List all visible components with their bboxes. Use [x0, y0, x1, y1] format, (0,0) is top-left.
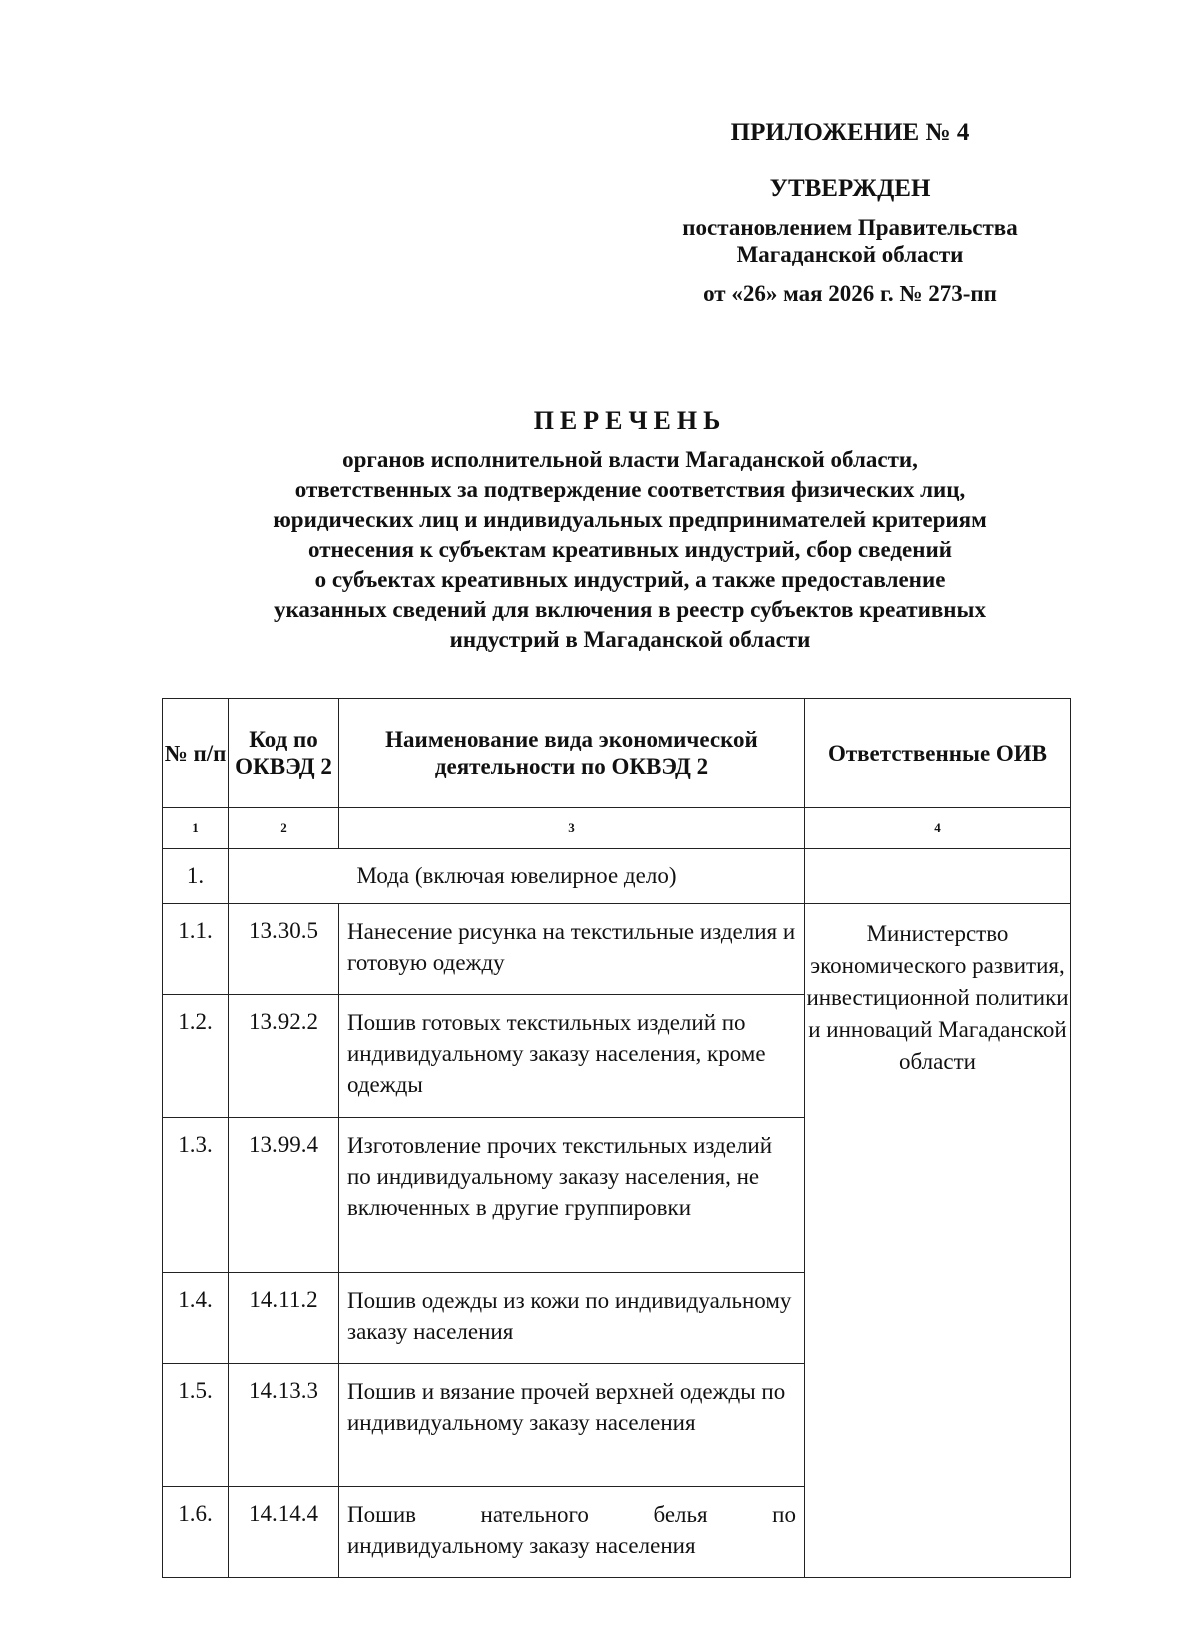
row-num: 1.6.	[163, 1487, 229, 1578]
row-code: 14.14.4	[229, 1487, 339, 1578]
approved-label: УТВЕРЖДЕН	[769, 175, 931, 202]
row-name: Изготовление прочих текстильных изделий по индивидуальному заказу населения, не включенных в другие группировки	[339, 1118, 805, 1273]
table-header-row	[163, 699, 1071, 808]
row-num: 1.2.	[163, 995, 229, 1118]
row-num: 1.5.	[163, 1364, 229, 1487]
approved-by-line2: Магаданской области	[736, 242, 964, 267]
header-name: Наименование вида экономической деятельности по ОКВЭД 2	[339, 699, 805, 808]
approved-by-line1: постановлением Правительства	[682, 215, 1018, 240]
row-code: 13.99.4	[229, 1118, 339, 1273]
section-row	[163, 849, 1071, 904]
approved-by	[620, 214, 1080, 268]
appendix-number: ПРИЛОЖЕНИЕ № 4	[730, 119, 970, 146]
document-heading	[150, 405, 1110, 655]
column-number: 1	[163, 808, 229, 849]
row-name-line2: индивидуальному заказу населения	[347, 1533, 696, 1558]
resolution-date: от «26» мая 2026 г. № 273-пп	[703, 281, 997, 306]
row-num: 1.4.	[163, 1273, 229, 1364]
section-title: Мода (включая ювелирное дело)	[229, 849, 805, 904]
document-subtitle: органов исполнительной власти Магаданской области, ответственных за подтверждение соответствия физических лиц, юридических лиц и индивидуальных предпринимателей критериям отнесения к субъектам креативных индустрий, сбор сведений о субъектах креативных индустрий, а также предоставление указанных сведений для включения в реестр субъектов креативных индустрий в Магаданской области	[273, 447, 987, 652]
row-num: 1.1.	[163, 904, 229, 995]
row-code: 13.92.2	[229, 995, 339, 1118]
document-title: ПЕРЕЧЕНЬ	[533, 406, 727, 435]
section-responsible-empty	[805, 849, 1071, 904]
header-responsible: Ответственные ОИВ	[805, 699, 1071, 808]
row-code: 13.30.5	[229, 904, 339, 995]
section-num: 1.	[163, 849, 229, 904]
header-code: Код по ОКВЭД 2	[229, 699, 339, 808]
row-name	[339, 1487, 805, 1578]
column-number: 4	[805, 808, 1071, 849]
row-name: Пошив одежды из кожи по индивидуальному заказу населения	[339, 1273, 805, 1364]
row-num: 1.3.	[163, 1118, 229, 1273]
row-code: 14.11.2	[229, 1273, 339, 1364]
responsible-agency: Министерство экономического развития, инвестиционной политики и инноваций Магаданской области	[805, 904, 1071, 1578]
column-number: 3	[339, 808, 805, 849]
row-name: Нанесение рисунка на текстильные изделия и готовую одежду	[339, 904, 805, 995]
row-code: 14.13.3	[229, 1364, 339, 1487]
row-name-line1: Пошив нательного белья по	[347, 1502, 796, 1527]
column-number: 2	[229, 808, 339, 849]
row-name: Пошив готовых текстильных изделий по индивидуальному заказу населения, кроме одежды	[339, 995, 805, 1118]
column-numbers-row	[163, 808, 1071, 849]
approval-block	[620, 118, 1080, 307]
row-name: Пошив и вязание прочей верхней одежды по индивидуальному заказу населения	[339, 1364, 805, 1487]
agencies-table	[162, 698, 1071, 1578]
header-num: № п/п	[163, 699, 229, 808]
table-row	[163, 904, 1071, 995]
